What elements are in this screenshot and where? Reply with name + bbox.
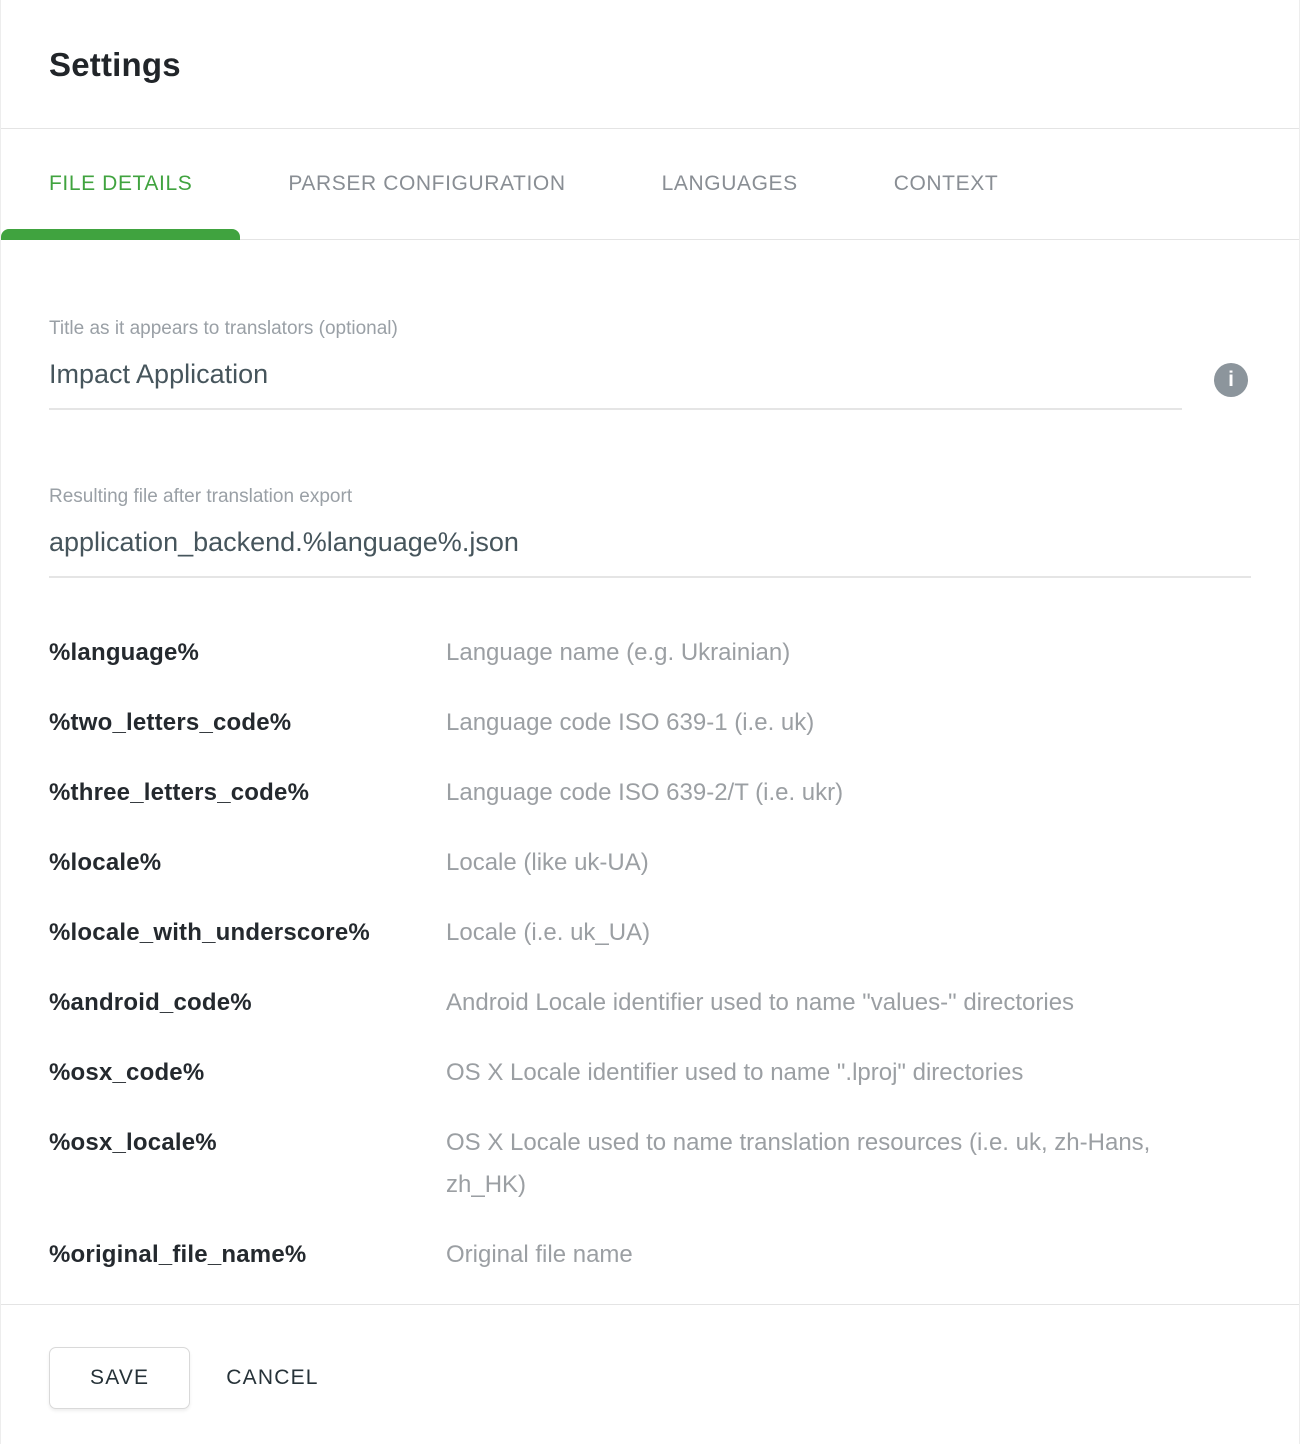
tab-label: FILE DETAILS	[49, 172, 193, 195]
table-row	[49, 1234, 1251, 1276]
active-tab-indicator	[1, 229, 240, 240]
placeholder-description: Locale (like uk-UA)	[446, 849, 649, 876]
cancel-button[interactable]: CANCEL	[225, 1347, 319, 1409]
save-button[interactable]: SAVE	[49, 1347, 190, 1409]
table-row	[49, 912, 1251, 954]
table-row	[49, 1052, 1251, 1094]
table-row	[49, 702, 1251, 744]
tab-context[interactable]	[846, 129, 1047, 240]
table-row	[49, 982, 1251, 1024]
tab-bar	[1, 129, 1299, 240]
tab-label: LANGUAGES	[661, 172, 798, 195]
placeholder-description: Language name (e.g. Ukrainian)	[446, 639, 791, 666]
placeholder-name: %two_letters_code%	[49, 709, 292, 736]
title-field-label: Title as it appears to translators (optional)	[49, 318, 398, 339]
export-file-field-group	[49, 486, 1251, 578]
placeholder-name: %locale_with_underscore%	[49, 919, 370, 946]
placeholder-description: Original file name	[446, 1241, 633, 1268]
tab-panel-file-details	[1, 318, 1299, 1276]
table-row	[49, 842, 1251, 884]
placeholder-description: Locale (i.e. uk_UA)	[446, 919, 651, 946]
table-row	[49, 1122, 1251, 1206]
placeholder-description: Language code ISO 639-1 (i.e. uk)	[446, 709, 815, 736]
placeholder-description: OS X Locale used to name translation resources (i.e. uk, zh-Hans, zh_HK)	[446, 1129, 1151, 1198]
title-field-group	[49, 318, 1251, 410]
page-title: Settings	[49, 46, 181, 83]
tab-languages[interactable]	[614, 129, 846, 240]
dialog-header	[1, 0, 1299, 129]
placeholder-description: Android Locale identifier used to name "values-" directories	[446, 989, 1075, 1016]
title-input[interactable]: Impact Application	[49, 356, 1182, 410]
export-file-field-label: Resulting file after translation export	[49, 486, 353, 507]
tab-file-details[interactable]	[1, 129, 240, 240]
placeholder-description: Language code ISO 639-2/T (i.e. ukr)	[446, 779, 844, 806]
placeholder-description: OS X Locale identifier used to name ".lproj" directories	[446, 1059, 1024, 1086]
tab-label: PARSER CONFIGURATION	[288, 172, 566, 195]
placeholder-name: %language%	[49, 639, 200, 666]
tab-parser-configuration[interactable]	[240, 129, 613, 240]
placeholder-name: %three_letters_code%	[49, 779, 310, 806]
placeholder-name: %android_code%	[49, 989, 252, 1016]
placeholder-reference-table	[49, 632, 1251, 1276]
export-file-input[interactable]: application_backend.%language%.json	[49, 524, 1251, 578]
table-row	[49, 632, 1251, 674]
dialog-footer	[1, 1305, 1299, 1409]
placeholder-name: %original_file_name%	[49, 1241, 307, 1268]
placeholder-name: %osx_code%	[49, 1059, 205, 1086]
placeholder-name: %locale%	[49, 849, 162, 876]
tab-label: CONTEXT	[893, 172, 999, 195]
table-row	[49, 772, 1251, 814]
placeholder-name: %osx_locale%	[49, 1129, 217, 1156]
info-icon[interactable]: i	[1214, 363, 1248, 397]
